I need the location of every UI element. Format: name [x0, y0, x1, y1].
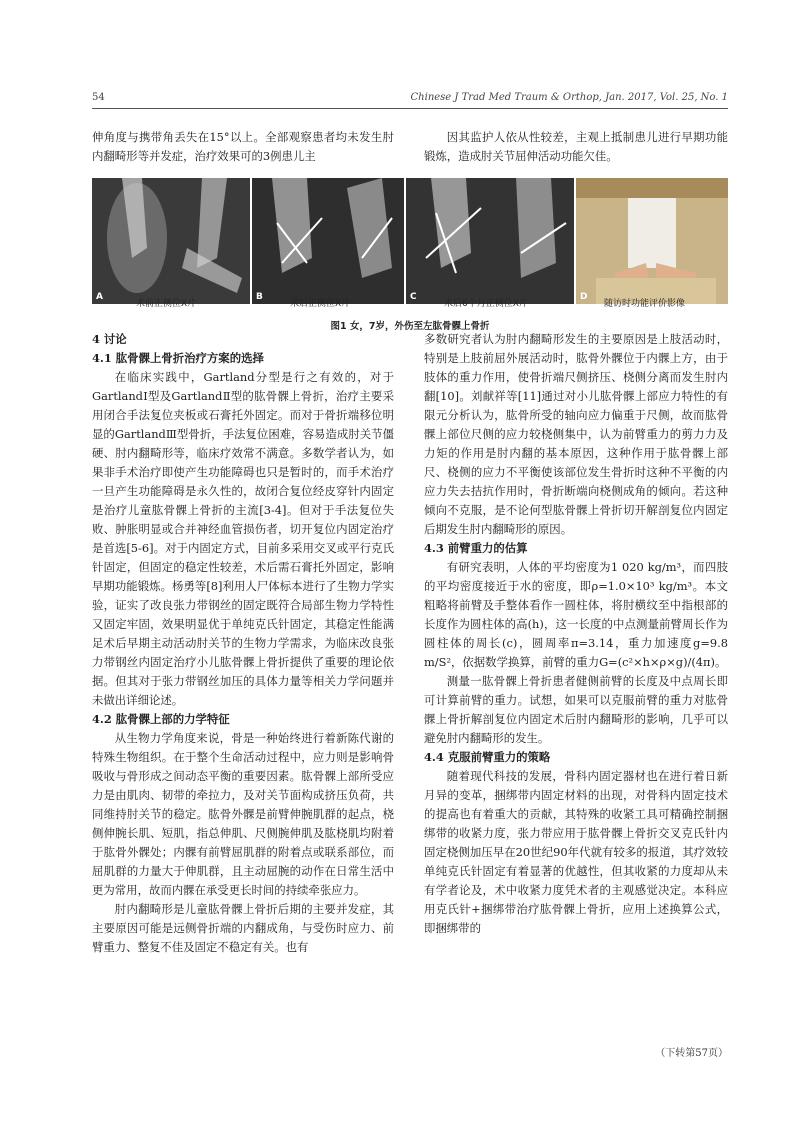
subsection-heading: 4.1 肱骨髁上骨折治疗方案的选择 — [92, 351, 264, 365]
header-rule — [92, 108, 728, 109]
right-column — [424, 330, 728, 938]
subsection-heading: 4.2 肱骨髁上部的力学特征 — [92, 712, 230, 726]
paragraph: 有研究表明，人体的平均密度为1 020 kg/m³，而四肢的平均密度接近于水的密度，即ρ=1.0×10³ kg/m³。本文粗略将前臂及手整体看作一圆柱体，将肘横纹至中指根部的长度作为圆柱体的高(h)，这一长度的中点测量前臂周长作为圆柱体的周长(c)，圆周率π=3.14，重力加速度g=9.8 m/S²，依据数学换算，前臂的重力G=(c²×h×ρ×g)/(4π)。 — [424, 560, 728, 669]
figure-1 — [92, 178, 728, 304]
left-column — [92, 330, 394, 957]
paragraph: 因其监护人依从性较差，主观上抵制患儿进行早期功能锻炼，造成肘关节屈伸活动功能欠佳。 — [424, 130, 728, 163]
continued-note: （下转第57页） — [655, 1048, 728, 1059]
paragraph: 从生物力学角度来说，骨是一种始终进行着新陈代谢的特殊生物组织。在于整个生命活动过程中，应力则是影响骨吸收与骨形成之间动态平衡的重要因素。肱骨髁上部所受应力是由肌肉、韧带的牵拉力，及对关节面构成挤压负荷，共同维持肘关节的稳定。肱骨外髁是前臂伸腕肌群的起点，桡侧伸腕长肌、短肌，指总伸肌、尺侧腕伸肌及肱桡肌均附着于肱骨外髁处；内髁有前臂屈肌群的附着点或联系部位，而屈肌群的力量大于伸肌群，且主动屈腕的动作在日常生活中更为常用，故而内髁在承受更长时间的持续牵张应力。 — [92, 731, 394, 897]
paragraph: 多数研究者认为肘内翻畸形发生的主要原因是上肢活动时，特别是上肢前屈外展活动时，肱骨外髁位于内髁上方，由于肢体的重力作用，使骨折端尺侧挤压、桡侧分离而发生肘内翻[10]。刘献祥等[11]通过对小儿肱骨髁上部应力特性的有限元分析认为，肱骨所受的轴向应力偏重于尺侧，故而肱骨髁上部位尺侧的应力较桡侧集中，认为前臂重力的剪力力及力矩的作用是肘内翻的基本原因，这种作用于肱骨髁上部尺、桡侧的应力不平衡使该部位发生骨折时这种不平衡的内应力失去拮抗作用时，骨折断端向桡侧成角的倾向。若这种倾向不克服，是不论何型肱骨髁上骨折切开解剖复位内固定后期发生肘内翻畸形的原因。 — [424, 332, 728, 536]
subsection-heading: 4.4 克服前臂重力的策略 — [424, 750, 551, 764]
paragraph: 测量一肱骨髁上骨折患者健侧前臂的长度及中点周长即可计算前臂的重力。试想，如果可以克服前臂的重力对肱骨髁上骨折解剖复位内固定术后肘内翻畸形的影响，几乎可以避免肘内翻畸形的发生。 — [424, 674, 728, 745]
panel-letter-a: A — [96, 292, 103, 302]
figure-caption: 图1 女，7岁，外伤至左肱骨髁上骨折 — [330, 321, 490, 332]
panel-caption-b: 术后正侧位X片 — [290, 299, 351, 309]
page-number: 54 — [92, 92, 105, 103]
subsection-heading: 4.3 前臂重力的估算 — [424, 541, 528, 555]
paragraph: 伸角度与携带角丢失在15°以上。全部观察患者均未发生肘内翻畸形等并发症，治疗效果可的3例患儿主 — [92, 130, 394, 163]
section-heading: 4 讨论 — [92, 332, 127, 346]
panel-caption-a: 术前正侧位X片 — [136, 299, 197, 309]
top-left-text — [92, 128, 394, 166]
panel-caption-c: 术后6个月正侧位X片 — [444, 299, 528, 309]
panel-letter-b: B — [256, 292, 263, 302]
paragraph: 在临床实践中，Gartland分型是行之有效的，对于GartlandⅠ型及GartlandⅡ型的肱骨髁上骨折，治疗主要采用闭合手法复位夹板或石膏托外固定。而对于骨折端移位明显的GartlandⅢ型骨折，手法复位困难，容易造成肘关节僵硬、肘内翻畸形等，临床疗效常不满意。多数学者认为，如果非手术治疗即使产生功能障碍也只是暂时的，而手术治疗一旦产生功能障碍是永久性的，故闭合复位经皮穿针内固定是治疗儿童肱骨髁上骨折的主流[3-4]。但对于手法复位失败、肿胀明显或合并神经血管损伤者，切开复位内固定治疗是首选[5-6]。对于内固定方式，目前多采用交叉或平行克氏针固定，但固定的稳定性较差，术后需石膏托外固定，影响早期功能锻炼。杨勇等[8]利用人尸体标本进行了生物力学实验，证实了改良张力带钢丝的固定既符合局部生物力学特性又固定牢固，效果明显优于单纯克氏针固定，其稳定性能满足术后早期主动活动肘关节的生物力学需求，为临床改良张力带钢丝内固定治疗小儿肱骨髁上骨折提供了重要的理论依据。但其对于张力带钢丝加压的具体力量等相关力学问题并未做出详细论述。 — [92, 370, 394, 707]
panel-caption-d: 随访时功能评价影像 — [604, 299, 686, 309]
xray-panel-c — [406, 178, 574, 304]
xray-panel-a — [92, 178, 250, 304]
photo-panel-d — [576, 178, 728, 304]
xray-panel-b — [252, 178, 404, 304]
journal-header: Chinese J Trad Med Traum & Orthop, Jan. 2017, Vol. 25, No. 1 — [410, 92, 728, 103]
paragraph: 肘内翻畸形是儿童肱骨髁上骨折后期的主要并发症，其主要原因可能是远侧骨折端的内翻成角，与受伤时应力、前臂重力、整复不佳及固定不稳定有关。也有 — [92, 902, 394, 954]
top-right-text — [424, 128, 728, 166]
panel-letter-d: D — [580, 292, 588, 302]
paragraph: 随着现代科技的发展，骨科内固定器材也在进行着日新月异的变革，捆绑带内固定材料的出现，对骨科内固定技术的提高也有着重大的贡献，其特殊的收紧工具可精确控制捆绑带的收紧力度，张力带应用于肱骨髁上骨折交叉克氏针内固定桡侧加压早在20世纪90年代就有较多的报道，其疗效较单纯克氏针固定有着显著的优越性，但其收紧的力度却从未有学者论及，术中收紧力度凭术者的主观感觉决定。本科应用克氏针+捆绑带治疗肱骨髁上骨折，应用上述换算公式，即捆绑带的 — [424, 769, 728, 935]
panel-letter-c: C — [410, 292, 417, 302]
